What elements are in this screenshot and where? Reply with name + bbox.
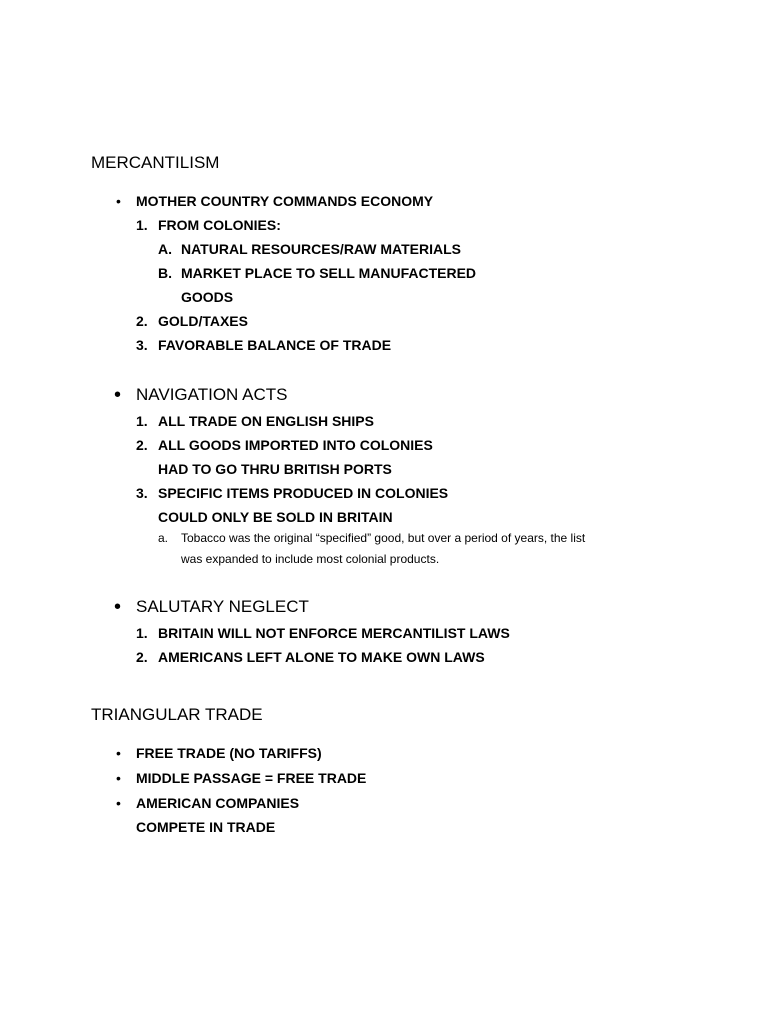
item-marker: 1. <box>136 625 148 641</box>
item-marker: 3. <box>136 485 148 501</box>
item-english-ships: ALL TRADE ON ENGLISH SHIPS <box>158 413 374 429</box>
section-heading-mercantilism: MERCANTILISM <box>91 153 220 172</box>
bullet-american-companies-cont: COMPETE IN TRADE <box>136 819 276 835</box>
bullet-icon: • <box>116 795 121 811</box>
subitem-market-place-cont: GOODS <box>181 289 234 305</box>
item-marker: 2. <box>136 437 148 453</box>
item-marker: 1. <box>136 217 148 233</box>
subitem-market-place: MARKET PLACE TO SELL MANUFACTERED <box>181 265 477 281</box>
item-specific-items: SPECIFIC ITEMS PRODUCED IN COLONIES <box>158 485 449 501</box>
item-from-colonies: FROM COLONIES: <box>158 217 281 233</box>
bullet-free-trade: FREE TRADE (NO TARIFFS) <box>136 745 322 761</box>
subitem-marker: A. <box>158 241 172 257</box>
item-americans-left-alone: AMERICANS LEFT ALONE TO MAKE OWN LAWS <box>158 649 485 665</box>
bullet-icon: • <box>116 745 121 761</box>
section-heading-triangular-trade: TRIANGULAR TRADE <box>91 705 263 724</box>
bullet-salutary-neglect: SALUTARY NEGLECT <box>136 597 309 616</box>
bullet-american-companies: AMERICAN COMPANIES <box>136 795 300 811</box>
subitem-natural-resources: NATURAL RESOURCES/RAW MATERIALS <box>181 241 461 257</box>
note-tobacco-cont: was expanded to include most colonial products. <box>181 552 440 566</box>
bullet-middle-passage: MIDDLE PASSAGE = FREE TRADE <box>136 770 367 786</box>
item-marker: 2. <box>136 313 148 329</box>
note-tobacco: Tobacco was the original “specified” good, but over a period of years, the list <box>181 531 586 545</box>
bullet-icon: • <box>114 596 122 618</box>
bullet-mother-country: MOTHER COUNTRY COMMANDS ECONOMY <box>136 193 434 209</box>
item-marker: 2. <box>136 649 148 665</box>
bullet-icon: • <box>116 770 121 786</box>
item-gold-taxes: GOLD/TAXES <box>158 313 248 329</box>
subitem-marker: B. <box>158 265 172 281</box>
item-specific-items-cont: COULD ONLY BE SOLD IN BRITAIN <box>158 509 393 525</box>
item-favorable-balance: FAVORABLE BALANCE OF TRADE <box>158 337 392 353</box>
item-goods-imported: ALL GOODS IMPORTED INTO COLONIES <box>158 437 433 453</box>
item-marker: 3. <box>136 337 148 353</box>
item-marker: 1. <box>136 413 148 429</box>
item-goods-imported-cont: HAD TO GO THRU BRITISH PORTS <box>158 461 392 477</box>
item-britain-not-enforce: BRITAIN WILL NOT ENFORCE MERCANTILIST LAWS <box>158 625 510 641</box>
note-marker: a. <box>158 531 169 545</box>
bullet-icon: • <box>114 384 122 406</box>
bullet-navigation-acts: NAVIGATION ACTS <box>136 385 288 404</box>
bullet-icon: • <box>116 193 121 209</box>
